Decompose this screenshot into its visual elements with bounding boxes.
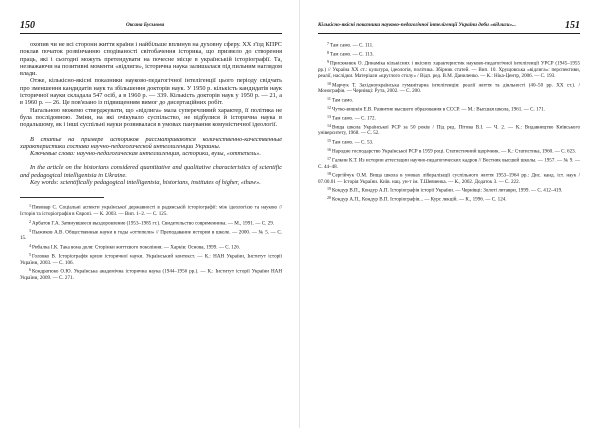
footnote [20,267,282,281]
footnote-text: Сергійчук О.М. Вища школа в умовах лібералізації суспільного життя 1953–1964 рр.: Дис. канд. іст. наук / 07.00.01 — Історія України. Київ. нац. ун-т ім. Т.Шевченка. — К., 2002. Додаток 3. — С. 222. [318,172,580,185]
footnote-number: 4 [29,242,31,248]
footnote [318,156,580,170]
right-page-header [318,19,580,34]
footnote-text: Там само. — С. 53. [332,139,374,146]
footnote [318,59,580,80]
right-running-head: Кількісно-якісні показники науково-педагогічної інтелігенції України доби «відлиги»... [318,22,516,28]
footnote-text: Присяжнюк О. Динаміка кількісних і якісних характеристик науково-педагогічної інтелігенції УРСР (1945–1955 рр.) // Україна XX ст.: культура, ідеологія, політика. Збірник статей. — Вип. 10. Хрущовська «відлига»: перспективи, реалії, наслідки. Матеріали «круглого столу» / Відп. ред. В.М. Даниленко. — К.: Ніка-Центр, 2006. — С. 193. [318,60,580,80]
footnote-number: 16 [327,146,331,152]
footnote-text: Головко В. Історіографія кризи історичної науки. Український контекст. — К.: НАН України, Інститут історії України, 2003. — С. 106. [20,253,282,266]
left-main-column [20,41,282,282]
footnote-text: Чутко-вишкін Е.В. Развитие высшего образования в СССР. — М.: Высшая школа, 1961. — С. 171. [332,106,546,113]
footnote-text: Кондур В.П., Кондур А.П. Історіографія історії України. — Чернівці: Золоті литаври, 1999. — С. 412–419. [332,187,563,194]
footnote-number: 2 [29,218,31,224]
footnote-number: 1 [29,203,31,209]
footnote-number: 12 [327,104,331,110]
right-footnotes [318,41,580,204]
footnote-number: 15 [327,137,331,143]
footnote [318,186,580,194]
footnote [318,123,580,137]
footnote-text: Галкин К.Т. Из истории аттестации научно-педагогических кадров // Вестник высшей школы. — 1957. — № 9. — С. 44–48. [318,157,580,170]
footnote-text: Марчук Т. Західноукраїнська гуманітарна інтелігенція: реалії життя та діяльності (40–50 рр. XX ст.). / Монографія. — Чернівці: Рута, 2002. — С. 200. [318,82,580,95]
footnote-number: 11 [327,95,331,101]
footnote-text: Там само. — С. 172. [332,115,376,122]
summary-en: In the article on the historians considered quantitative and qualitative characteristics of scientific and pedagogical intelligentsia in Ukraine. [20,164,282,179]
summary-ru: В статье на примере историков рассматриваются количественно-качественные характеристики состава научно-педагогической интеллигенции Украины. [20,135,282,150]
left-page-number: 150 [20,20,35,31]
footnote-separator [20,197,104,198]
footnote [318,105,580,113]
keywords-ru: Ключевые слова: научно-педагогическая интеллигенция, историки, вузы, «оттепель». [30,150,262,158]
footnote [20,243,282,251]
footnote-number: 18 [327,171,331,176]
footnote [318,50,580,58]
footnote-number: 14 [327,122,331,128]
footnote-number: 3 [29,227,31,233]
footnote [318,147,580,155]
footnote-number: 6 [29,267,31,273]
footnote-text: Пивовар С. Соціальні аспекти української державності в радянській історіографії: між ідеологією та наукою // Історія та історіографія в Європі. — К. 2003. — Вип. 1–2. — С. 125. [20,204,282,218]
footnote [318,81,580,95]
footnote-text: Кондратюко О.Ю. Українська академічна історична наука (1944–1956 рр.). — К.: Інститут історії України НАН України, 2009. — С. 271. [20,268,282,281]
footnote [318,195,580,203]
footnote [20,203,282,217]
footnote [20,219,282,227]
summary-block [20,136,282,187]
body-paragraph: Отже, кількісно-якісні показники науково-педагогічної інтелігенції цього періоду свідчать про зменшення кандидатів наук та збільшення докторів наук. У 1950 р. кількість кандидатів наук історичної науки складала 547 осіб, а в 1960 р. — 339. Кількість докторів наук у 1950 р. — 21, а в 1960 р. — 26. Це пов'язано із підвищенням вимог до дисертаційних робіт. [20,77,282,107]
right-page-number: 151 [565,20,580,31]
left-running-head: Оксана Бусьнова [126,22,165,28]
footnote-text: Народне господарство Української РСР в 1959 році. Статистичний щорічник. — К.: Статистика, 1960. — С. 623. [332,148,576,155]
footnote [318,96,580,104]
footnote-text: Рибалка І.К. Така вона доля: Сторінки життєвого покоління. — Харків: Основа, 1999. — С. 126. [32,244,241,251]
footnote-number: 8 [327,49,329,55]
footnote-text: Вища школа Української РСР за 50 років / Під ред. Пітова В.І. — Ч. 2. — К.: Видавництво Київського університету, 1968. — С. 52. [318,124,580,137]
right-page [300,0,600,428]
footnote-text: Арбатов Г.А. Затянувшееся выздоровление (1953–1985 гг.). Свидетельство современника. — М., 1991. — С. 29. [32,220,275,227]
footnote-number: 7 [327,41,329,46]
footnote-text: Там само. — С. 113. [330,51,374,58]
footnote [318,138,580,146]
footnote-number: 20 [327,195,331,201]
footnote-number: 19 [327,186,331,192]
footnote-number: 13 [327,113,331,119]
footnote-text: Там само. [331,97,354,104]
body-paragraph: охопив чи не всі сторони життя країни і найбільше вплинув на духовну сферу. ХХ з'їзд КПРС поклав початок розвінчанню сподіваності світобачення історика, що призвело до створення праць, які і сьогодні можуть претендувати на почесне місце в українській історіографії. Та, незважаючи на позитивні моменти «відлиги», історична наука залишалася під пильним наглядом влади. [20,41,282,78]
footnote-text: Пыжиков А.В. Общественные науки в годы «оттепели» // Преподавание истории в школе. — 2000. — № 5. — С. 15. [20,229,282,242]
left-footnotes [20,203,282,281]
footnote [318,171,580,185]
article-body [20,41,282,129]
keywords-en: Key words: scientifically pedagogical intelligentsia, historians, institutes of higher, «thaw». [30,179,261,187]
footnote-text: Там само. — С. 111. [330,42,374,49]
left-page-header [20,19,282,34]
footnote [20,228,282,242]
body-paragraph: Нагальною можемо стверджувати, що «відлига» мала суперечливий характер, її політика не була послідовною. Зміни, на які очікувало суспільство, не відбулися й історична наука в подальшому, як і інші суспільні науки розвивалася в умовах панування комуністичної ідеології. [20,106,282,129]
footnote [20,252,282,266]
footnote [318,114,580,122]
footnote-number: 5 [29,251,31,257]
footnote-number: 10 [327,80,331,86]
footnote [318,41,580,49]
footnote-number: 17 [327,155,331,161]
footnote-number: 9 [327,58,329,64]
footnote-text: Кондур А.П., Кондур В.П. Історіографія... — Курс лекцій. — К., 1996. — С. 124. [332,196,507,203]
